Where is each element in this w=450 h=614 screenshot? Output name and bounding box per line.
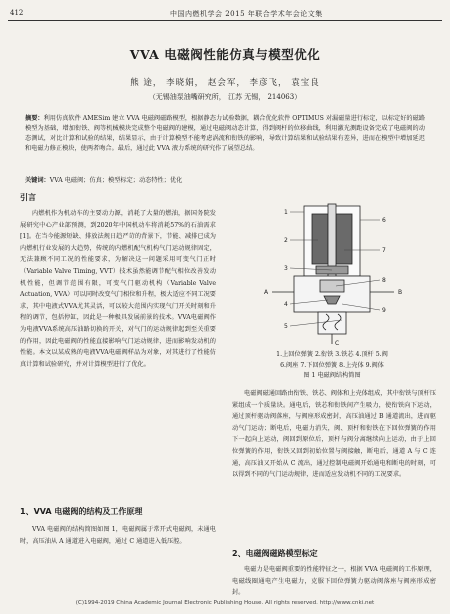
callout-number: 6 bbox=[382, 217, 386, 224]
mechanism-paragraph: 电磁阀磁通回路由衔铁、铁芯、阀体和上壳体组成，其中衔铁与顶杆压紧组成一个质量块。通电后，铁芯和衔铁间产生吸力，使衔铁向下运动，通过顶杆驱动阀落座，与阀座形成密封，高压油通过 B 通道流出，进而驱动气门运动；断电后，电磁力消失，阀、顶杆和衔铁在下回位弹簧的作用下一起向上运动，阀回到原位后，顶杆与阀分离继续向上运动，由于上回位弹簧的作用，衔铁又回到初始位置与阀接触，断电后，通道 A 与 C 连通，高压油又开始从 C 流出，通过控制电磁阀开始通电和断电的时刻，可以得到不同的气门运动规律，进而适应发动机不同的工况要求。 bbox=[232, 390, 436, 479]
solenoid-valve-diagram bbox=[232, 200, 432, 346]
port-label: A bbox=[264, 289, 269, 296]
callout-number: 4 bbox=[284, 301, 288, 308]
figure-legend-line-1: 1.上回位弹簧 2.衔铁 3.铁芯 4.顶杆 5.阀 bbox=[276, 351, 388, 358]
page-number: 412 bbox=[10, 9, 24, 17]
figure-legend bbox=[232, 350, 432, 371]
callout-number: 9 bbox=[382, 307, 386, 314]
header-rule bbox=[8, 20, 442, 21]
keywords bbox=[25, 175, 425, 184]
callout-number: 5 bbox=[284, 323, 288, 330]
affiliation: （无锡油泵油嘴研究所， 江苏 无锡， 214063） bbox=[148, 93, 302, 101]
port-label: B bbox=[398, 289, 403, 296]
figure-title: 图 1 电磁阀结构简图 bbox=[303, 372, 361, 379]
valve-cross-section bbox=[232, 200, 432, 346]
abstract-text: 利用仿真软件 AMESim 建立 VVA 电磁阀磁路模型，根据静态力试验数据，耦合优化软件 OPTIMUS 对漏磁量进行标定，以标定好的磁路模型为基础，增加衔铁、阀等机械模块完成整个电磁阀的建模，通过电磁阀动态计算，得到阀杆的位移曲线，利用激光测距设备完成了电磁阀的动态测试，对比计算和试验的结果，结果显示，由于计算模型不能考虑涡流和衔铁的影响，导致计算结果和试验结果有差异，进而在模型中增加延迟和电磁力修正模块，使两者吻合。最后，通过此 VVA 液力系统的研究作了展望总结。 bbox=[25, 115, 425, 152]
callout-number: 1 bbox=[284, 209, 288, 216]
section-heading-1: 1、VVA 电磁阀的结构及工作原理 bbox=[20, 507, 143, 516]
section-heading-intro: 引言 bbox=[20, 193, 36, 202]
callout-number: 8 bbox=[382, 277, 386, 284]
running-header: 中国内燃机学会 2015 年联合学术年会论文集 bbox=[170, 10, 323, 18]
callout-number: 7 bbox=[382, 247, 386, 254]
port-label: C bbox=[335, 340, 340, 346]
callout-number: 2 bbox=[284, 237, 288, 244]
intro-paragraph: 内燃机作为机动车的主要动力源，消耗了大量的燃油，据国务院发展研究中心产业部预测，到2020年中国机动车将消耗57%的石油需求[1]。在当今能源短缺、排放法规日趋严苛的背景下，节能、减排已成为内燃机行业发展的大趋势，传统的内燃机配气机构气门运动规律固定，无法兼顾不同工况的性能要求，为解决这一问题采用可变气门正时（Variable Valve Timing, VVT）技术虽然能调节配气相位改善发动机性能，但调节范围有限，可变气门驱动机构（Variable Valve Actuation, VVA）可以同时改变气门相位和升程，极大适应不同工况要求，其中电液式VVA尤其灵活，可以较大范围内实现气门开关时刻和升程的调节，包括停缸，因此是一种极具发展前景的技术。VVA电磁阀作为电液VVA系统高压油路切换的开关，对气门的运动规律起到至关重要的作用，因此电磁阀的性能直接影响气门运动规律，进而影响发动机的性能。本文以某成熟的电液VVA电磁阀样品为对象，对其进行了性能仿真计算和试验研究，并对计算模型进行了优化。 bbox=[20, 210, 216, 368]
figure-legend-line-2: 6.阀座 7.下回位弹簧 8.上壳体 9.阀体 bbox=[280, 361, 384, 369]
copyright-footer: (C)1994-2019 China Academic Journal Electronic Publishing House. All rights reserved. http://www.cnki.net bbox=[75, 600, 375, 606]
abstract-label: 摘要： bbox=[25, 115, 44, 122]
author-list: 熊 途， 李晓娟， 赵会军， 李彦飞， 袁宝良 bbox=[130, 78, 320, 88]
abstract bbox=[25, 114, 425, 154]
paper-title: VVA 电磁阀性能仿真与模型优化 bbox=[129, 47, 321, 62]
section-1-paragraph: VVA 电磁阀的结构简图如图 1，电磁阀属于常开式电磁阀，未通电时，高压油从 A 通道进入电磁阀，通过 C 通道进入低压腔。 bbox=[20, 526, 216, 545]
section-heading-2: 2、电磁阀磁路模型标定 bbox=[232, 549, 318, 558]
keywords-text: VVA 电磁阀；仿真；模型标定；动态特性；优化 bbox=[49, 177, 183, 184]
callout-number: 3 bbox=[284, 265, 288, 272]
section-2-paragraph: 电磁力是电磁阀重要的性能特征之一，根据 VVA 电磁阀的工作原理，电磁线圈通电产生电磁力，克服下回位弹簧力驱动阀落座与阀座形成密封。 bbox=[232, 566, 436, 597]
keywords-label: 关键词： bbox=[25, 177, 50, 184]
